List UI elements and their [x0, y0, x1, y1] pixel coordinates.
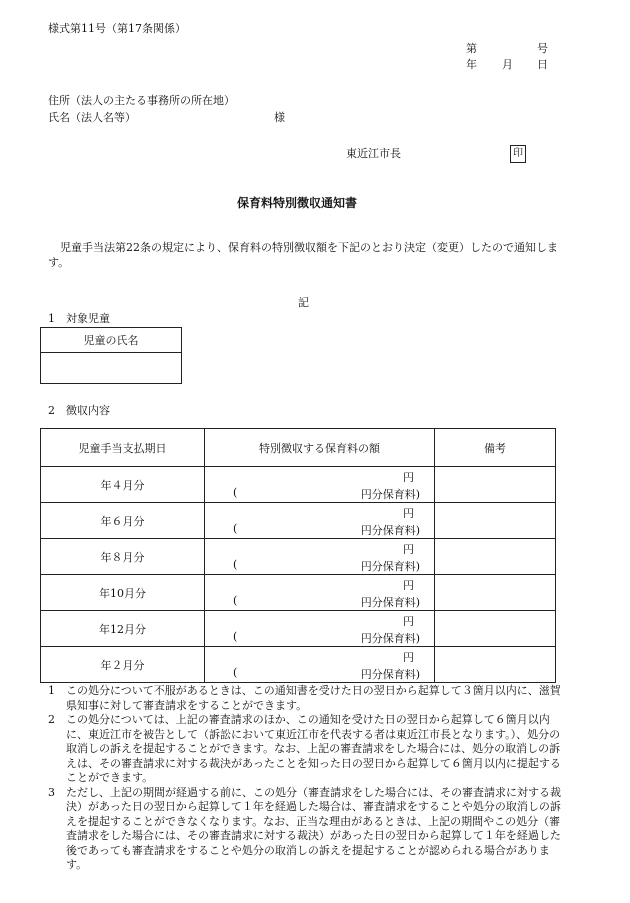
- note-text: この処分について不服があるときは、この通知書を受けた日の翌日から起算して３箇月以内に、滋賀県知事に対して審査請求をすることができます。: [66, 684, 561, 712]
- amount-cell: [205, 647, 434, 682]
- open-paren: (: [233, 630, 238, 643]
- table-row: [41, 539, 556, 575]
- document-title: 保育料特別徴収通知書: [237, 196, 358, 210]
- date-year: 年: [466, 58, 477, 71]
- amount-cell: [205, 503, 434, 538]
- date-month: 月: [502, 58, 513, 71]
- address-label: 住所（法人の主たる事務所の所在地）: [48, 94, 235, 107]
- name-label: 氏名（法人名等）: [48, 111, 136, 124]
- open-paren: (: [233, 486, 238, 499]
- intro-paragraph: 児童手当法第22条の規定により、保育料の特別徴収額を下記のとおり決定（変更）したので通知します。: [48, 241, 558, 269]
- note-number: 3: [48, 785, 55, 799]
- table-row: [41, 503, 556, 539]
- open-paren: (: [233, 522, 238, 535]
- number-prefix: 第: [466, 42, 477, 55]
- note-text: この処分については、上記の審査請求のほか、この通知を受けた日の翌日から起算して６箇月以内に、東近江市を被告として（訴訟において東近江市を代表する者は東近江市長となります。）、処分の取消しの訴えを提起することができます。なお、上記の審査請求をした場合には、処分の取消しの訴えは、その審査請求に対する裁決があったことを知った日の翌日から起算して６箇月以内に提起することができます。: [66, 713, 561, 784]
- note-item: [48, 786, 566, 873]
- period-cell: 年４月分: [41, 467, 205, 503]
- issuer-name: 東近江市長: [346, 147, 401, 160]
- yen-unit: 円: [403, 615, 414, 628]
- target-child-table: [40, 327, 182, 384]
- open-paren: (: [233, 666, 238, 679]
- remark-cell: [435, 539, 556, 575]
- period-cell: 年12月分: [41, 611, 205, 647]
- yen-unit: 円: [403, 471, 414, 484]
- fee-unit: 円分保育料): [360, 560, 420, 573]
- seal-box: 印: [510, 145, 526, 163]
- collection-table: [40, 428, 556, 683]
- note-item: [48, 713, 566, 786]
- remark-cell: [435, 503, 556, 539]
- table-row: [41, 611, 556, 647]
- child-name-header: 児童の氏名: [41, 328, 182, 353]
- fee-unit: 円分保育料): [360, 596, 420, 609]
- fee-unit: 円分保育料): [360, 668, 420, 681]
- remark-cell: [435, 611, 556, 647]
- table-row: [41, 647, 556, 683]
- period-cell: 年８月分: [41, 539, 205, 575]
- table-row: [41, 575, 556, 611]
- note-number: 2: [48, 713, 55, 726]
- note-text: ただし、上記の期間が経過する前に、この処分（審査請求をした場合には、その審査請求に対する裁決）があった日の翌日から起算して１年を経過した場合は、審査請求をすることや処分の取消しの訴えを提起することができなくなります。なお、正当な理由があるときは、上記の期間やこの処分（審査請求をした場合には、その審査請求に対する裁決）があった日の翌日から起算して１年を経過した後であっても審査請求をすることや処分の取消しの訴えを提起することが認められる場合があります。: [66, 785, 561, 871]
- amount-cell: [205, 611, 434, 646]
- date-day: 日: [537, 58, 548, 71]
- yen-unit: 円: [403, 507, 414, 520]
- amount-cell: [205, 575, 434, 610]
- notes-section: [48, 684, 566, 873]
- note-number: 1: [48, 684, 55, 697]
- honorific: 様: [274, 111, 285, 124]
- remark-cell: [435, 647, 556, 683]
- remark-cell: [435, 575, 556, 611]
- fee-unit: 円分保育料): [360, 524, 420, 537]
- form-label: 様式第11号（第17条関係）: [48, 22, 186, 35]
- child-name-cell: [41, 353, 182, 384]
- fee-unit: 円分保育料): [360, 632, 420, 645]
- section1-heading: 1 対象児童: [48, 312, 110, 325]
- fee-unit: 円分保育料): [360, 488, 420, 501]
- yen-unit: 円: [403, 651, 414, 664]
- open-paren: (: [233, 594, 238, 607]
- header-payment-date: 児童手当支払期日: [41, 429, 205, 467]
- ki-label: 記: [298, 296, 309, 309]
- period-cell: 年６月分: [41, 503, 205, 539]
- yen-unit: 円: [403, 543, 414, 556]
- note-item: [48, 684, 566, 713]
- table-row: [41, 467, 556, 503]
- number-suffix: 号: [537, 42, 548, 55]
- header-amount: 特別徴収する保育料の額: [205, 429, 435, 467]
- period-cell: 年10月分: [41, 575, 205, 611]
- amount-cell: [205, 539, 434, 574]
- amount-cell: [205, 467, 434, 502]
- yen-unit: 円: [403, 579, 414, 592]
- period-cell: 年２月分: [41, 647, 205, 683]
- section2-heading: 2 徴収内容: [48, 404, 110, 417]
- open-paren: (: [233, 558, 238, 571]
- header-remarks: 備考: [435, 429, 556, 467]
- remark-cell: [435, 467, 556, 503]
